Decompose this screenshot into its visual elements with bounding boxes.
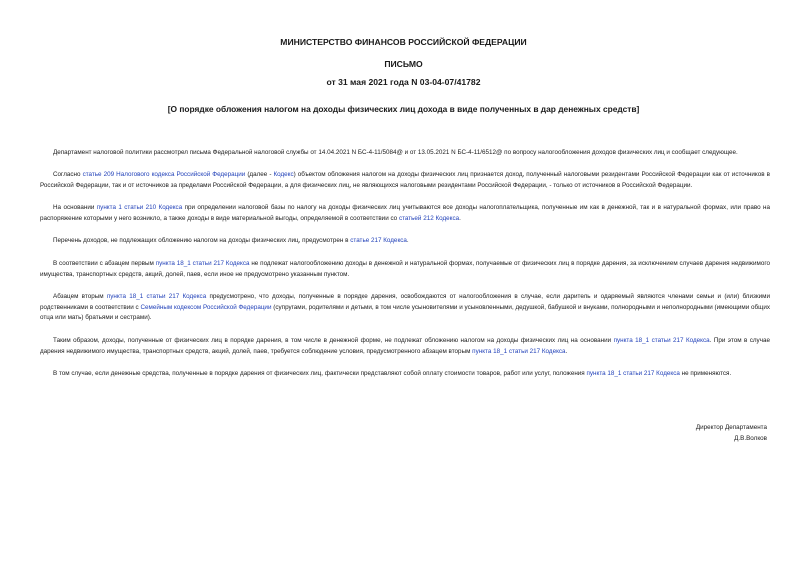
document-body: [40, 148, 770, 391]
link-article-217-p18-1[interactable]: пункта 18_1 статьи 217 Кодекса: [155, 259, 250, 267]
link-article-217-p18-1[interactable]: пункта 18_1 статьи 217 Кодекса: [613, 336, 710, 344]
paragraph-text: В том случае, если денежные средства, полученные в порядке дарения от физических лиц, фактически представляют собой оплату стоимости товаров, работ или услуг, положения: [53, 369, 587, 377]
link-code[interactable]: Кодекс: [273, 171, 294, 179]
paragraph-text: Таким образом, доходы, полученные от физических лиц в порядке дарения, в том числе в денежной форме, не подлежат обложению налогом на доходы физических лиц на основании: [53, 336, 614, 344]
document-type: ПИСЬМО: [384, 59, 423, 69]
paragraph-1: [40, 148, 770, 159]
link-article-212[interactable]: статьей 212 Кодекса: [398, 215, 460, 223]
signer-position: Директор Департамента: [695, 424, 767, 431]
link-article-210-p1[interactable]: пункта 1 статьи 210 Кодекса: [96, 204, 183, 212]
paragraph-text: при определении налоговой базы по налогу на доходы физических лиц учитываются все доходы налогоплательщика, полученные им как в денежной, так и в натуральной формах, или право на распоряжение которыми у него возникло, а также доходы в виде материальной выгоды, определяемой в соответствии со: [40, 204, 771, 223]
paragraph-6: [40, 292, 770, 324]
paragraph-text: не подлежат налогообложению доходы в денежной и натуральной формах, получаемые от физических лиц в порядке дарения, за исключением случаев дарения недвижимого имущества, транспортных средств, акций, долей, паев, если иное не предусмотрено указанным пунктом.: [40, 259, 770, 278]
link-article-217-p18-1[interactable]: пункта 18_1 статьи 217 Кодекса: [472, 347, 566, 355]
paragraph-text: (далее -: [245, 171, 274, 179]
signature-block: [696, 423, 767, 445]
link-article-217-p18-1[interactable]: пункта 18_1 статьи 217 Кодекса: [586, 369, 680, 377]
document-date-number: от 31 мая 2021 года N 03-04-07/41782: [326, 77, 481, 87]
link-article-209-tax-code[interactable]: статье 209 Налогового кодекса Российской Федерации: [82, 171, 246, 179]
paragraph-text: Абзацем вторым: [53, 292, 107, 300]
paragraph-text: В соответствии с абзацем первым: [53, 259, 156, 267]
paragraph-5: [40, 259, 770, 281]
paragraph-text: .: [565, 347, 568, 355]
paragraph-text: . При этом в случае дарения недвижимого имущества, транспортных средств, акций, долей, паев, требуется соблюдение условия, предусмотренного абзацем вторым: [40, 336, 770, 355]
paragraph-text: Департамент налоговой политики рассмотрел письма Федеральной налоговой службы от 14.04.2021 N БС-4-11/5084@ и от 13.05.2021 N БС-4-11/6512@ по вопросу налогообложения доходов физических лиц и сообщает следующее.: [53, 149, 738, 156]
document-subject: [О порядке обложения налогом на доходы физических лиц дохода в виде полученных в дар денежных средств]: [167, 104, 640, 114]
paragraph-text: .: [406, 237, 409, 245]
link-article-217[interactable]: статье 217 Кодекса: [350, 237, 407, 245]
paragraph-text: (супругами, родителями и детьми, в том числе усыновителями и усыновленными, дедушкой, бабушкой и внуками, полнородными и неполнородными (имеющими общих отца или мать) братьями и сестрами).: [40, 303, 770, 322]
paragraph-text: Перечень доходов, не подлежащих обложению налогом на доходы физических лиц, предусмотрен в: [53, 237, 351, 245]
paragraph-text: не применяются.: [679, 369, 732, 377]
paragraph-7: [40, 336, 770, 358]
paragraph-text: Согласно: [53, 171, 83, 179]
paragraph-text: предусмотрено, что доходы, полученные в порядке дарения, освобождаются от налогообложения в случае, если даритель и одаряемый являются членами семьи и (или) близкими родственниками в соответствии с: [40, 292, 770, 311]
paragraph-text: На основании: [53, 204, 97, 212]
paragraph-4: [40, 236, 770, 247]
ministry-heading: МИНИСТЕРСТВО ФИНАНСОВ РОССИЙСКОЙ ФЕДЕРАЦИИ: [280, 37, 527, 47]
paragraph-2: [40, 170, 770, 192]
link-article-217-p18-1[interactable]: пункта 18_1 статьи 217 Кодекса: [106, 292, 207, 300]
link-family-code[interactable]: Семейным кодексом Российской Федерации: [140, 303, 272, 311]
paragraph-text: .: [459, 215, 461, 223]
paragraph-8: [40, 369, 770, 380]
signer-name: Д.В.Волков: [734, 434, 767, 442]
paragraph-text: ) объектом обложения налогом на доходы физических лиц признается доход, полученный налоговыми резидентами Российской Федерации как от источников в Российской Федерации, так и от источников за пределами Российской Федерации, а для физических лиц, не являющихся налоговыми резидентами Российской Федерации, - только от источников в Российской Федерации.: [40, 171, 770, 190]
paragraph-3: [40, 203, 770, 225]
